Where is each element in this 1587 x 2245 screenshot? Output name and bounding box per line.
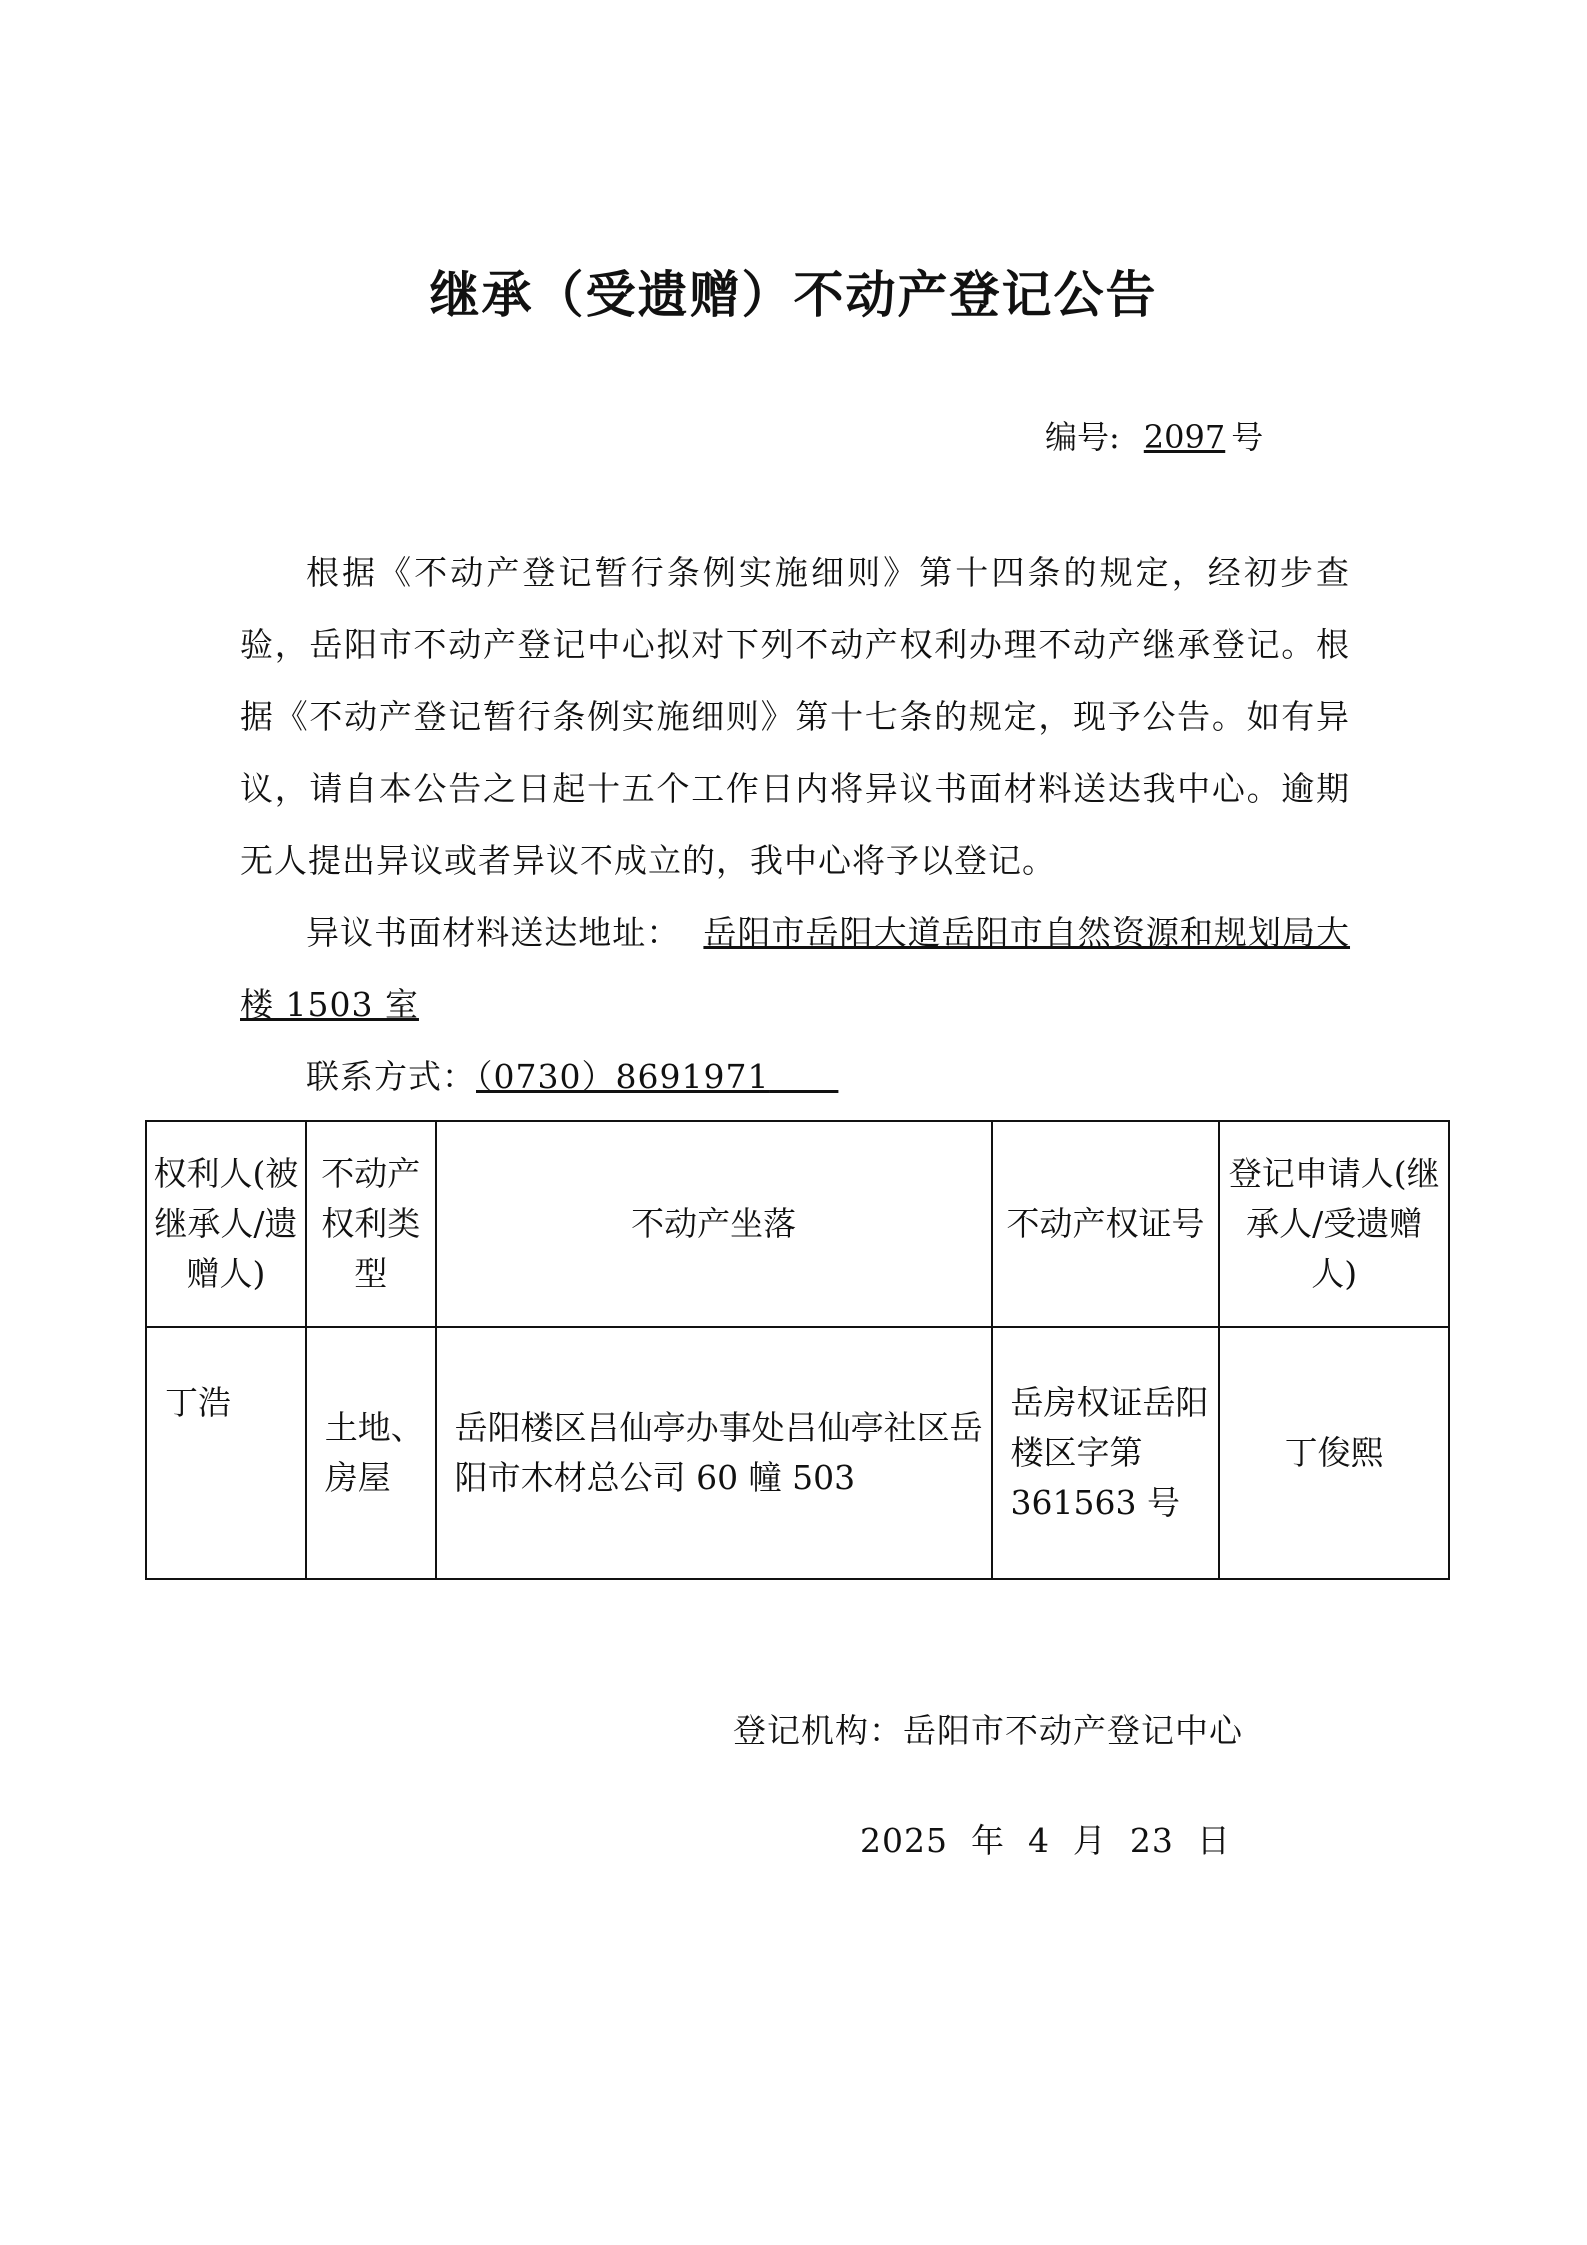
registration-table <box>145 1120 1450 1580</box>
header-right-holder: 权利人(被继承人/遗赠人) <box>146 1121 306 1327</box>
registration-org: 登记机构：岳阳市不动产登记中心 <box>733 1711 1243 1750</box>
cell-location: 岳阳楼区吕仙亭办事处吕仙亭社区岳阳市木材总公司 60 幢 503 <box>436 1327 992 1579</box>
contact-label: 联系方式： <box>306 1057 476 1096</box>
page-title: 继承（受遗赠）不动产登记公告 <box>429 266 1158 324</box>
announcement-body <box>240 537 1350 1113</box>
address-label: 异议书面材料送达地址： <box>306 913 681 952</box>
announcement-date: 2025 年 4 月 23 日 <box>860 1821 1231 1860</box>
cell-certificate-number: 岳房权证岳阳楼区字第 361563 号 <box>992 1327 1220 1579</box>
cell-applicant: 丁俊熙 <box>1219 1327 1449 1579</box>
main-paragraph: 根据《不动产登记暂行条例实施细则》第十四条的规定，经初步查验，岳阳市不动产登记中心拟对下列不动产权利办理不动产继承登记。根据《不动产登记暂行条例实施细则》第十七条的规定，现予公告。如有异议，请自本公告之日起十五个工作日内将异议书面材料送达我中心。逾期无人提出异议或者异议不成立的，我中心将予以登记。 <box>240 553 1350 880</box>
contact-value: （0730）8691971 <box>476 1057 770 1096</box>
table-header-row <box>146 1121 1449 1327</box>
doc-number-label: 编号: <box>1045 418 1120 456</box>
cell-right-type: 土地、房屋 <box>306 1327 436 1579</box>
header-certificate-number: 不动产权证号 <box>992 1121 1220 1327</box>
doc-number-suffix: 号 <box>1231 418 1264 456</box>
header-location: 不动产坐落 <box>436 1121 992 1327</box>
address-paragraph <box>240 897 1350 1041</box>
header-right-type: 不动产权利类型 <box>306 1121 436 1327</box>
header-applicant: 登记申请人(继承人/受遗赠人) <box>1219 1121 1449 1327</box>
doc-number <box>1045 412 1263 458</box>
cell-right-holder: 丁浩 <box>146 1327 306 1579</box>
doc-number-value: 2097 <box>1143 418 1226 456</box>
address-value: 岳阳市岳阳大道岳阳市自然资源和规划局大楼 1503 室 <box>240 913 1351 1024</box>
contact-paragraph <box>240 1041 1350 1113</box>
table-row <box>146 1327 1449 1579</box>
